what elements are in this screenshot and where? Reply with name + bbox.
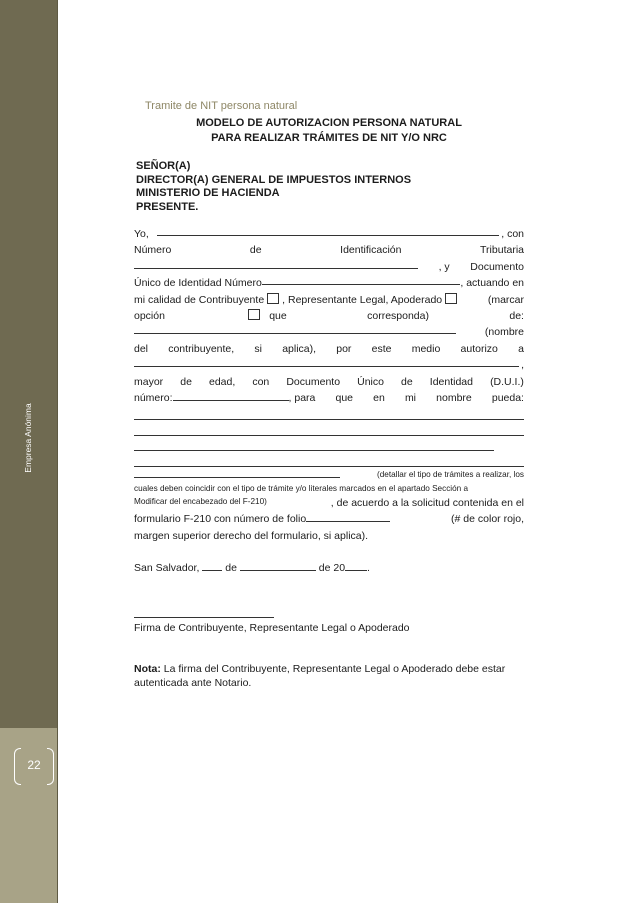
text-con: , con — [501, 228, 524, 240]
sidebar-label: Empresa Anónima — [23, 403, 33, 473]
apoderado-checkbox[interactable] — [248, 309, 260, 320]
text-si: si — [254, 342, 262, 355]
detail-line-5: margen superior derecho del formulario, si aplica). — [134, 529, 369, 542]
text-del: del — [134, 342, 149, 355]
nit-field[interactable] — [134, 259, 418, 269]
text-city: San Salvador, — [134, 562, 200, 575]
procedures-line-2[interactable] — [134, 422, 524, 436]
addressee-line-2: DIRECTOR(A) GENERAL DE IMPUESTOS INTERNOS — [136, 173, 412, 186]
text-de: de — [249, 244, 262, 257]
note-text-2: autenticada ante Notario. — [134, 677, 252, 690]
text-de20: de 20 — [318, 562, 346, 575]
detail-line-2: cuales deben coincidir con el tipo de trámite y/o literales marcados en el apartado Sección a — [134, 483, 469, 493]
authorized-dui-field[interactable] — [173, 391, 289, 401]
note-label: Nota: — [134, 663, 161, 676]
text-identificacion: Identificación — [340, 244, 402, 257]
text-dui: (D.U.I.) — [490, 375, 524, 388]
form-line-4 — [134, 275, 524, 291]
text-de3: de — [180, 375, 192, 388]
text-actuando: , actuando en — [460, 277, 524, 290]
text-calidad: mi calidad de Contribuyente — [134, 293, 265, 306]
form-line-3 — [134, 259, 524, 275]
text-edad: edad, — [209, 375, 236, 388]
name-field[interactable] — [157, 226, 499, 236]
form-line-2 — [134, 242, 524, 258]
folio-group — [134, 511, 390, 527]
form-line-10 — [134, 374, 524, 390]
text-comma: , — [521, 359, 524, 372]
authorization-form — [134, 116, 524, 690]
text-formulario: formulario F-210 con número de folio — [134, 513, 307, 526]
sidebar-divider — [57, 0, 58, 903]
text-opcion: opción — [134, 310, 165, 323]
authorized-name-field[interactable] — [134, 357, 519, 367]
text-autorizo: autorizo — [460, 342, 498, 355]
text-por: por — [336, 342, 352, 355]
text-marcar: (marcar — [487, 293, 524, 306]
representante-checkbox[interactable] — [445, 293, 457, 304]
folio-field[interactable] — [306, 512, 390, 522]
text-y: , y — [438, 260, 450, 273]
addressee-line-1: SEÑOR(A) — [136, 160, 191, 172]
addressee-line-4: PRESENTE. — [136, 200, 199, 213]
form-body — [134, 226, 524, 690]
text-mi: mi — [404, 392, 417, 405]
text-nombre2: nombre — [436, 392, 472, 405]
form-line-9 — [134, 357, 524, 373]
text-period: . — [367, 562, 370, 575]
text-documento2: Documento — [286, 375, 341, 388]
text-medio: medio — [411, 342, 441, 355]
text-representante: , Representante Legal, Apoderado — [282, 293, 443, 306]
signature-label: Firma de Contribuyente, Representante Legal o Apoderado — [134, 621, 410, 634]
text-tributaria: Tributaria — [480, 244, 524, 257]
text-que2: que — [335, 392, 354, 405]
signature-block — [134, 603, 524, 636]
numero2-group — [134, 390, 315, 406]
note-text-1: La firma del Contribuyente, Representante Legal o Apoderado debe estar — [163, 663, 506, 676]
text-unico2: Único — [357, 375, 384, 388]
text-color-rojo: (# de color rojo, — [451, 513, 524, 526]
form-title — [134, 116, 524, 146]
form-line-8 — [134, 341, 524, 357]
text-aplica: aplica), — [282, 342, 317, 355]
month-field[interactable] — [240, 561, 316, 571]
text-que: que — [269, 310, 287, 323]
place-date — [134, 560, 524, 576]
text-unico: Único de Identidad Número — [134, 277, 262, 290]
procedures-line-1[interactable] — [134, 406, 524, 420]
text-date-de: de — [225, 562, 237, 575]
contributor-name-field[interactable] — [134, 324, 456, 334]
text-corresponda: corresponda) — [367, 310, 429, 323]
procedures-line-3[interactable] — [134, 437, 494, 451]
note — [134, 662, 524, 690]
text-de2: de: — [509, 310, 524, 323]
year-field[interactable] — [345, 561, 367, 571]
contribuyente-checkbox[interactable] — [267, 293, 279, 304]
form-line-11 — [134, 390, 524, 406]
text-acuerdo: , de acuerdo a la solicitud contenida en el — [330, 497, 524, 510]
page-number: 22 — [27, 758, 41, 772]
form-title-line-2: PARA REALIZAR TRÁMITES DE NIT Y/O NRC — [211, 132, 447, 144]
text-numero: Número — [134, 244, 172, 257]
text-pueda: pueda: — [491, 392, 524, 405]
dui-field[interactable] — [262, 275, 461, 285]
text-detail: (detallar el tipo de trámites a realizar, los — [377, 470, 524, 480]
text-contribuyente: contribuyente, — [168, 342, 235, 355]
text-numero2: número: — [134, 392, 173, 405]
form-line-5 — [134, 292, 524, 308]
text-este: este — [371, 342, 392, 355]
text-identidad: Identidad — [429, 375, 473, 388]
procedures-line-4[interactable] — [134, 453, 524, 467]
text-con2: con — [252, 375, 270, 388]
text-a: a — [518, 342, 524, 355]
procedures-line-5[interactable] — [134, 468, 340, 478]
calidad-group — [134, 292, 460, 308]
text-de4: de — [401, 375, 413, 388]
form-line-1 — [134, 226, 524, 242]
detail-line-3 — [134, 495, 524, 511]
doc-caption: Tramite de NIT persona natural — [145, 100, 298, 112]
page-number-badge — [14, 748, 54, 785]
text-mayor: mayor — [134, 375, 164, 388]
text-nombre: (nombre — [484, 326, 524, 339]
text-en: en — [373, 392, 385, 405]
day-field[interactable] — [202, 561, 222, 571]
form-title-line-1: MODELO DE AUTORIZACION PERSONA NATURAL — [196, 117, 462, 129]
text-modificar: Modificar del encabezado del F-210) — [134, 497, 267, 507]
que-group — [245, 308, 286, 324]
addressee-line-3: MINISTERIO DE HACIENDA — [136, 187, 280, 199]
text-yo: Yo, — [134, 228, 149, 240]
text-para: , para — [288, 392, 316, 405]
form-line-7 — [134, 324, 524, 340]
detail-line-4 — [134, 511, 524, 527]
text-documento: Documento — [470, 260, 524, 273]
detail-line — [134, 468, 524, 482]
addressee — [136, 160, 524, 214]
form-line-6 — [134, 308, 524, 324]
signature-line[interactable] — [134, 603, 274, 618]
